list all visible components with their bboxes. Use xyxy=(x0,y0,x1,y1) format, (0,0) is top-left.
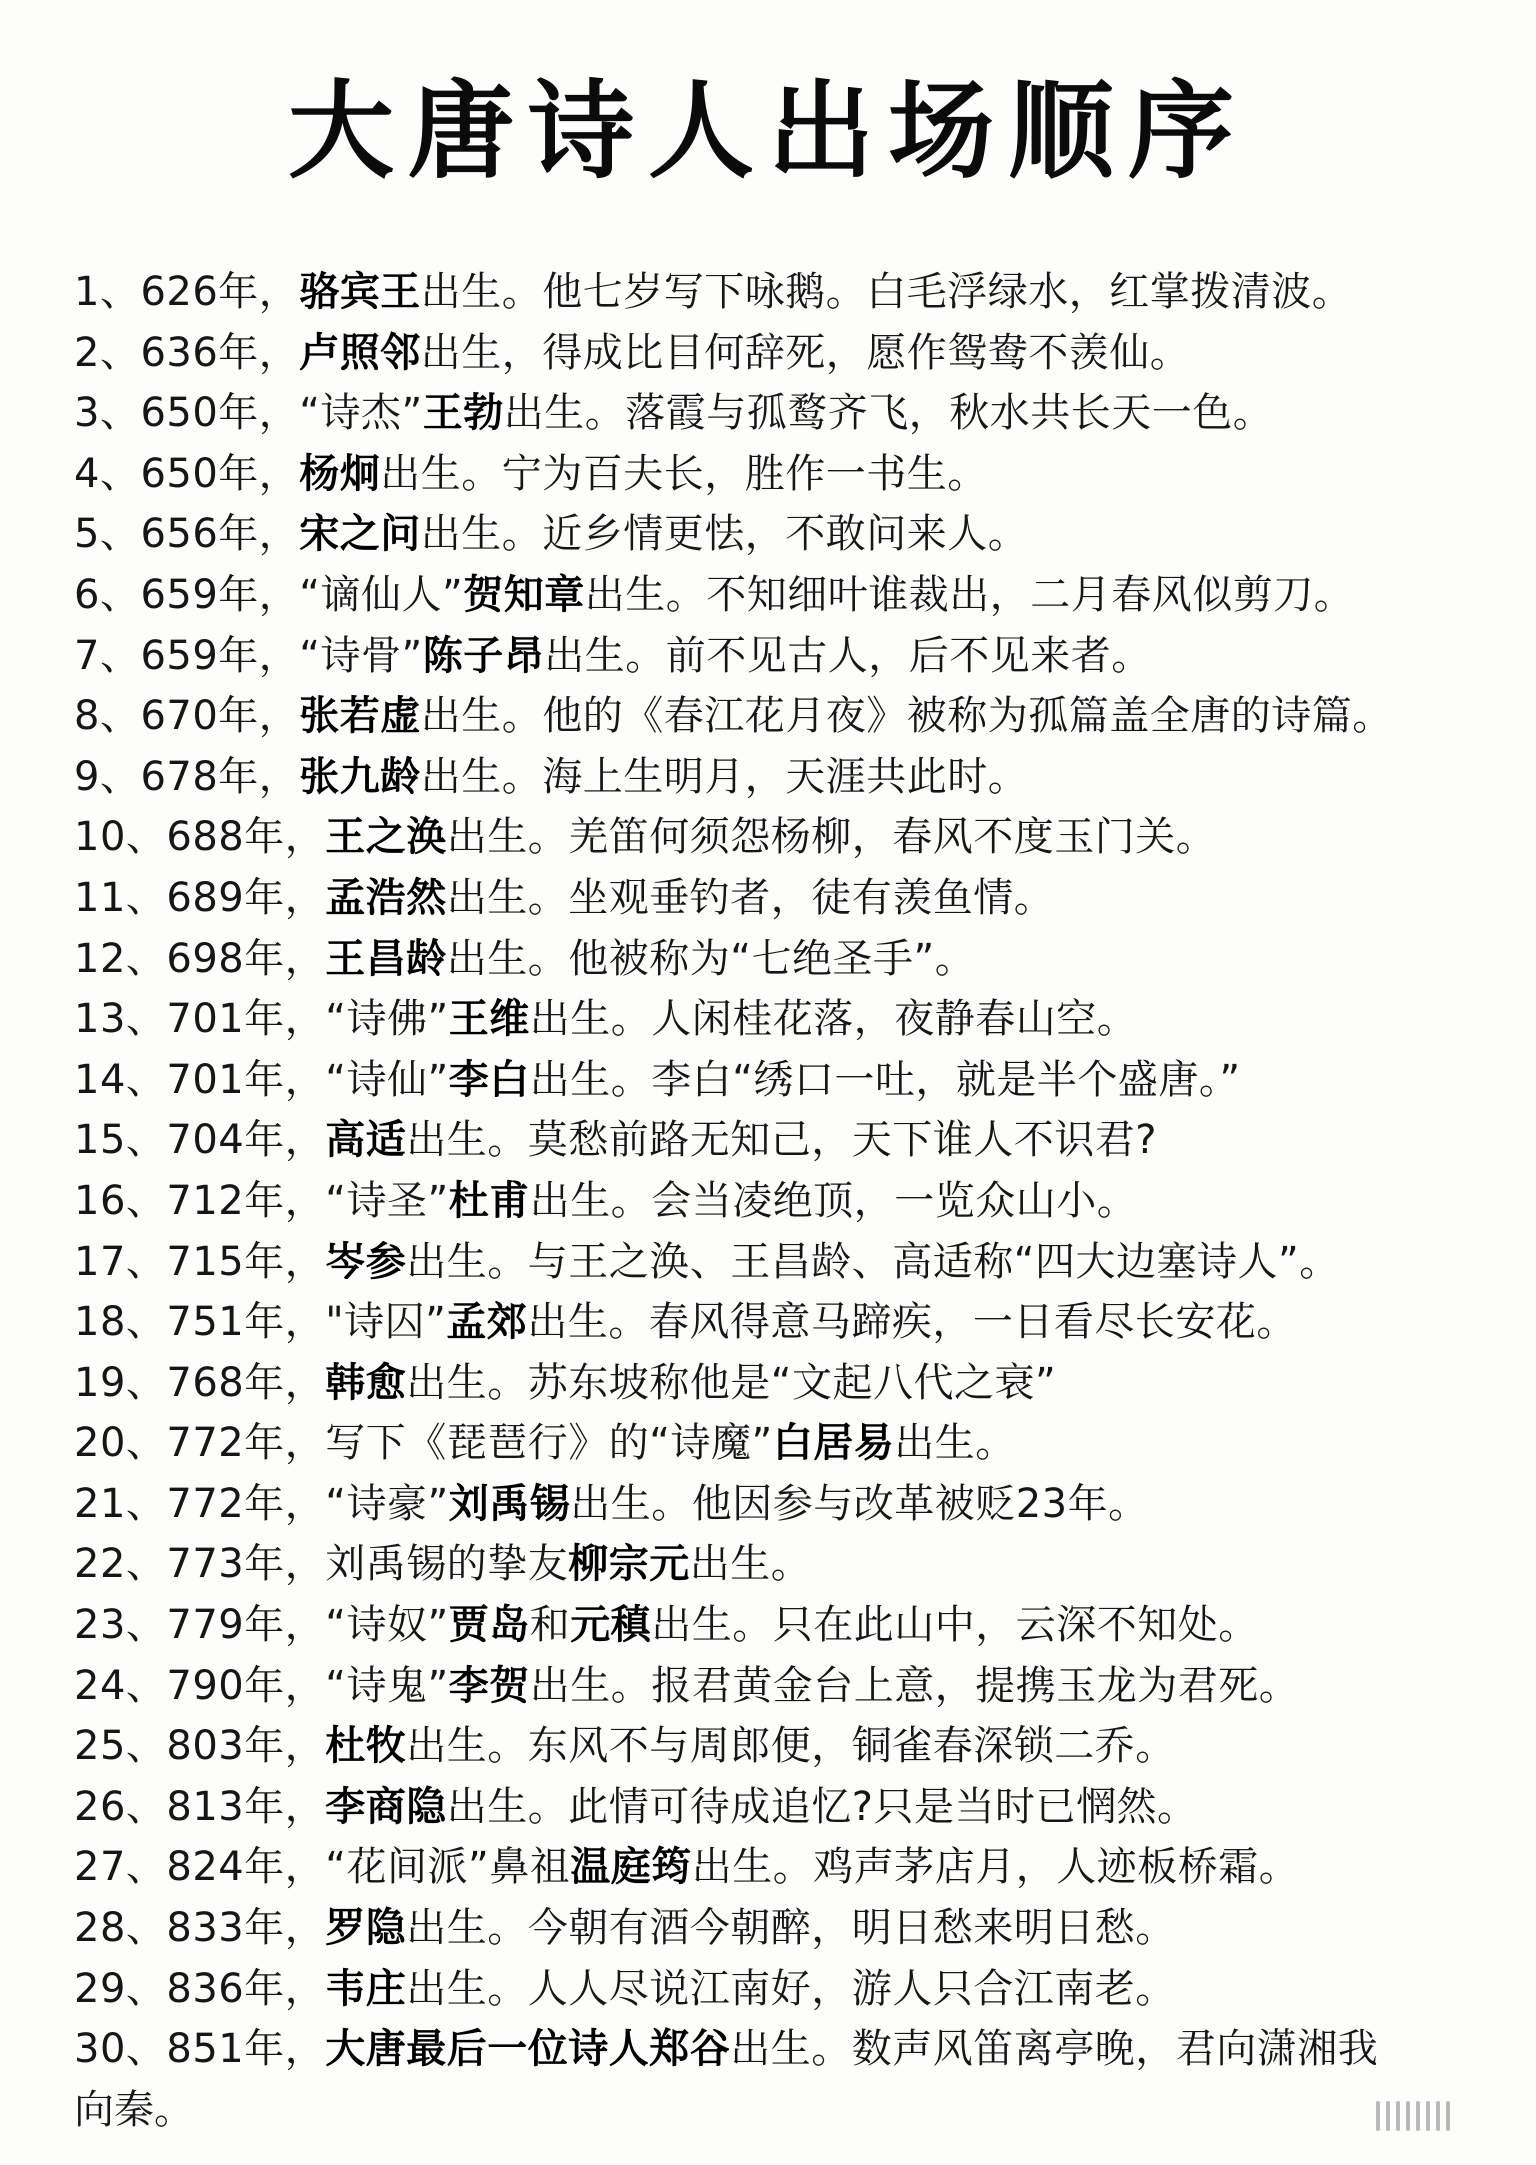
list-item: 8、670年，张若虚出生。他的《春江花月夜》被称为孤篇盖全唐的诗篇。 xyxy=(74,693,1393,740)
list-item: 18、751年，"诗囚”孟郊出生。春风得意马蹄疾，一日看尽长安花。 xyxy=(74,1299,1297,1346)
list-item: 30、851年，大唐最后一位诗人郑谷出生。数声风笛离亭晚，君向潇湘我 xyxy=(74,2026,1379,2073)
list-item: 24、790年，“诗鬼”李贺出生。报君黄金台上意，提携玉龙为君死。 xyxy=(74,1662,1300,1709)
list-item: 26、813年，李商隐出生。此情可待成追忆?只是当时已惘然。 xyxy=(74,1783,1198,1830)
list-item: 10、688年，王之涣出生。羌笛何须怨杨柳，春风不度玉门关。 xyxy=(74,814,1217,861)
watermark-icon xyxy=(1376,2101,1496,2137)
list-item: 23、779年，“诗奴”贾岛和元稹出生。只在此山中，云深不知处。 xyxy=(74,1602,1259,1649)
list-item: 4、650年，杨炯出生。宁为百夫长，胜作一书生。 xyxy=(74,450,988,497)
list-item: 20、772年，写下《琵琶行》的“诗魔”白居易出生。 xyxy=(74,1420,1016,1467)
poet-list xyxy=(74,262,1474,2140)
page-title: 大唐诗人出场顺序 xyxy=(288,68,1248,193)
list-item: 28、833年，罗隐出生。今朝有酒今朝醉，明日愁来明日愁。 xyxy=(74,1905,1176,1952)
list-item: 9、678年，张九龄出生。海上生明月，天涯共此时。 xyxy=(74,753,1029,800)
list-item: 2、636年，卢照邻出生，得成比目何辞死，愿作鸳鸯不羡仙。 xyxy=(74,329,1191,376)
list-item: 13、701年，“诗佛”王维出生。人闲桂花落，夜静春山空。 xyxy=(74,996,1138,1043)
list-item: 21、772年，“诗豪”刘禹锡出生。他因参与改革被贬23年。 xyxy=(74,1480,1149,1527)
list-item: 6、659年，“谪仙人”贺知章出生。不知细叶谁裁出，二月春风似剪刀。 xyxy=(74,571,1355,618)
list-item: 16、712年，“诗圣”杜甫出生。会当凌绝顶，一览众山小。 xyxy=(74,1177,1138,1224)
list-item: 7、659年，“诗骨”陈子昂出生。前不见古人，后不见来者。 xyxy=(74,632,1152,679)
list-item-continuation: 向秦。 xyxy=(74,2086,194,2133)
list-item: 14、701年，“诗仙”李白出生。李白“绣口一吐，就是半个盛唐。” xyxy=(74,1056,1241,1103)
list-item: 25、803年，杜牧出生。东风不与周郎便，铜雀春深锁二乔。 xyxy=(74,1723,1176,1770)
list-item: 11、689年，孟浩然出生。坐观垂钓者，徒有羡鱼情。 xyxy=(74,874,1055,921)
list-item: 22、773年，刘禹锡的挚友柳宗元出生。 xyxy=(74,1541,812,1588)
list-item: 19、768年，韩愈出生。苏东坡称他是“文起八代之衰” xyxy=(74,1359,1057,1406)
list-item: 17、715年，岑参出生。与王之涣、王昌龄、高适称“四大边塞诗人”。 xyxy=(74,1238,1340,1285)
list-item: 29、836年，韦庄出生。人人尽说江南好，游人只合江南老。 xyxy=(74,1965,1176,2012)
list-item: 12、698年，王昌龄出生。他被称为“七绝圣手”。 xyxy=(74,935,976,982)
list-item: 27、824年，“花间派”鼻祖温庭筠出生。鸡声茅店月，人迹板桥霜。 xyxy=(74,1844,1300,1891)
list-item: 1、626年，骆宾王出生。他七岁写下咏鹅。白毛浮绿水，红掌拨清波。 xyxy=(74,269,1353,315)
list-item: 15、704年，高适出生。莫愁前路无知己，天下谁人不识君? xyxy=(74,1117,1157,1164)
list-item: 3、650年，“诗杰”王勃出生。落霞与孤鹜齐飞，秋水共长天一色。 xyxy=(74,390,1274,437)
list-item: 5、656年，宋之问出生。近乡情更怯，不敢问来人。 xyxy=(74,511,1029,558)
